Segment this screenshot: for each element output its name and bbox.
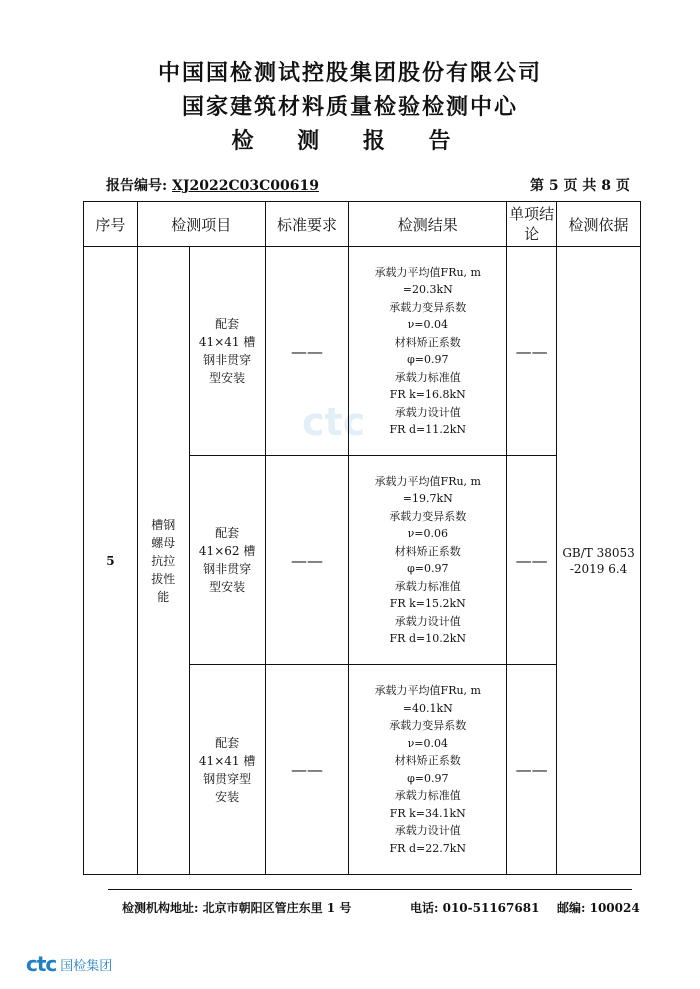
center-name: 国家建筑材料质量检验检测中心 bbox=[181, 94, 518, 120]
requirement-cell: —— bbox=[265, 665, 349, 875]
result-cell: 承载力平均值FRu, m =20.3kN 承载力变异系数 ν=0.04 材料矫正系数 φ=0.97 承载力标准值 FR k=16.8kN 承载力设计值 FR d=11.2kN bbox=[349, 247, 507, 456]
result-cell: 承载力平均值FRu, m =19.7kN 承载力变异系数 ν=0.06 材料矫正系数 φ=0.97 承载力标准值 FR k=15.2kN 承载力设计值 FR d=10.2kN bbox=[349, 456, 507, 665]
footer-divider bbox=[108, 889, 632, 890]
subitem-cell: 配套 41×62 槽 钢非贯穿 型安装 bbox=[189, 456, 265, 665]
conclusion-cell: —— bbox=[507, 247, 557, 456]
page-info: 第 5 页 共 8 页 bbox=[530, 178, 630, 194]
footer-address: 检测机构地址: 北京市朝阳区管庄东里 1 号 bbox=[122, 901, 352, 915]
footer-postcode: 邮编: 100024 bbox=[557, 901, 640, 915]
requirement-cell: —— bbox=[265, 456, 349, 665]
report-title: 检 测 报 告 bbox=[231, 128, 469, 154]
header-seq: 序号 bbox=[84, 202, 138, 247]
conclusion-cell: —— bbox=[507, 456, 557, 665]
subitem-cell: 配套 41×41 槽 钢非贯穿 型安装 bbox=[189, 247, 265, 456]
header-result: 检测结果 bbox=[349, 202, 507, 247]
svg-text:ctc: ctc bbox=[302, 400, 366, 444]
conclusion-cell: —— bbox=[507, 665, 557, 875]
company-name: 中国国检测试控股集团股份有限公司 bbox=[157, 60, 542, 86]
table-row bbox=[84, 247, 641, 456]
header-basis: 检测依据 bbox=[557, 202, 641, 247]
basis-cell: GB/T 38053 -2019 6.4 bbox=[557, 247, 641, 875]
company-logo bbox=[26, 952, 112, 976]
report-number bbox=[106, 175, 319, 195]
table-header-row bbox=[84, 202, 641, 247]
results-table bbox=[83, 201, 641, 875]
subitem-cell: 配套 41×41 槽 钢贯穿型 安装 bbox=[189, 665, 265, 875]
report-number-label: 报告编号: bbox=[106, 178, 168, 194]
item-cell: 槽钢 螺母 抗拉 拔性 能 bbox=[137, 247, 189, 875]
logo-text: 国检集团 bbox=[60, 958, 113, 974]
header-item: 检测项目 bbox=[137, 202, 265, 247]
result-cell: 承载力平均值FRu, m =40.1kN 承载力变异系数 ν=0.04 材料矫正系数 φ=0.97 承载力标准值 FR k=34.1kN 承载力设计值 FR d=22.7kN bbox=[349, 665, 507, 875]
footer-phone: 电话: 010-51167681 bbox=[410, 901, 540, 915]
header-conclusion: 单项结论 bbox=[507, 202, 557, 247]
logo-mark: ctc bbox=[26, 952, 57, 976]
header-requirement: 标准要求 bbox=[265, 202, 349, 247]
report-number-value: XJ2022C03C00619 bbox=[172, 178, 319, 194]
requirement-cell: —— bbox=[265, 247, 349, 456]
seq-cell: 5 bbox=[84, 247, 138, 875]
